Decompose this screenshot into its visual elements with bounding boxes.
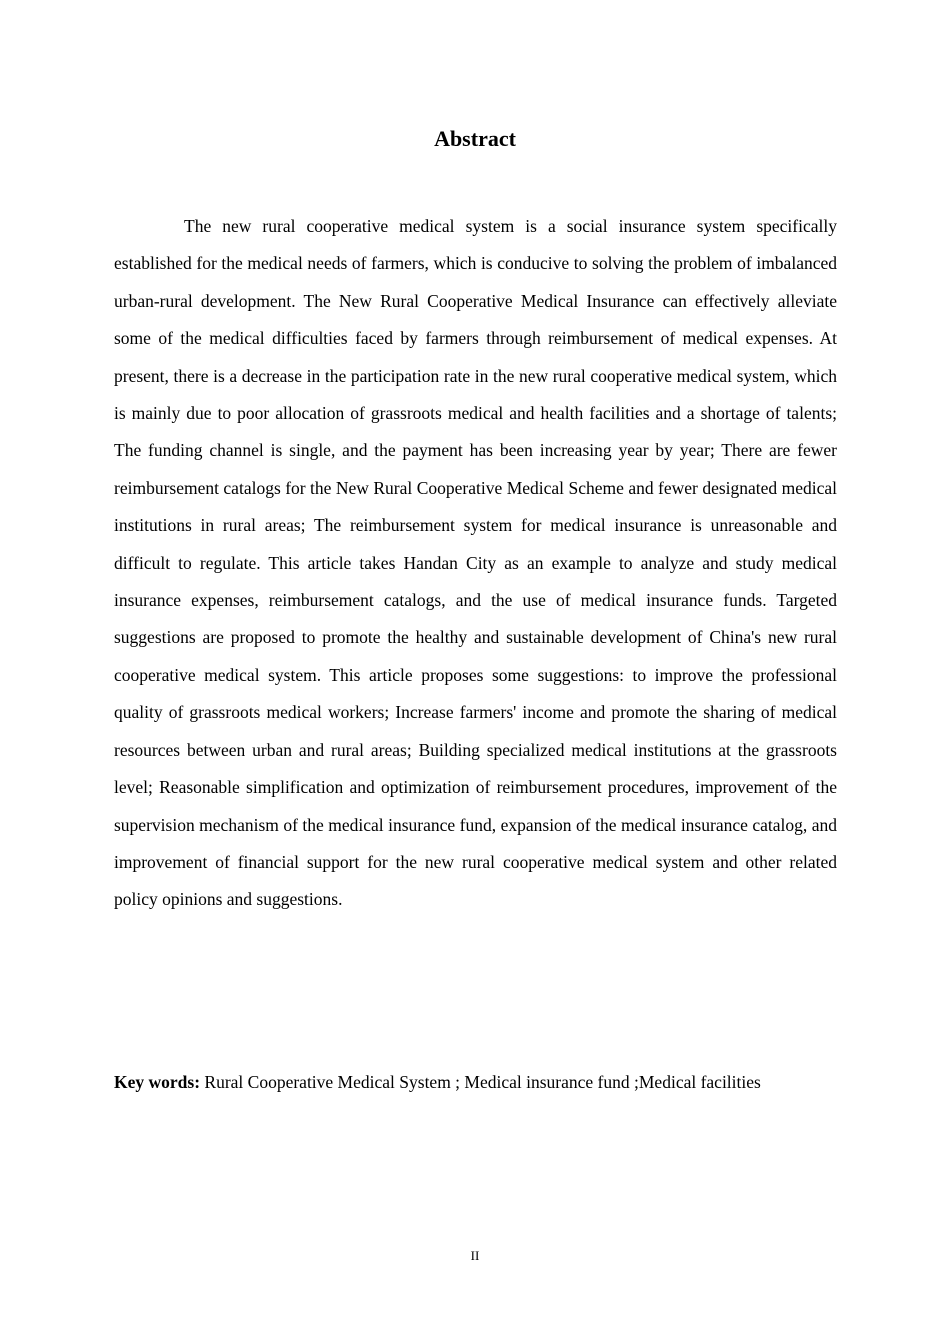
abstract-title: Abstract [434, 126, 516, 151]
page-number: II [470, 1248, 480, 1263]
keywords-label: Key words: [114, 1072, 201, 1092]
abstract-body: The new rural cooperative medical system is a social insurance system specifically established for the medical needs of farmers, which is conducive to solving the problem of imbalanced urban-rural development. The New Rural Cooperative Medical Insurance can effectively alleviate some of the medical difficulties faced by farmers through reimbursement of medical expenses. At present, there is a decrease in the participation rate in the new rural cooperative medical system, which is mainly due to poor allocation of grassroots medical and health facilities and a shortage of talents; The funding channel is single, and the payment has been increasing year by year; There are fewer reimbursement catalogs for the New Rural Cooperative Medical Scheme and fewer designated medical institutions in rural areas; The reimbursement system for medical insurance is unreasonable and difficult to regulate. This article takes Handan City as an example to analyze and study medical insurance expenses, reimbursement catalogs, and the use of medical insurance funds. Targeted suggestions are proposed to promote the healthy and sustainable development of China's new rural cooperative medical system. This article proposes some suggestions: to improve the professional quality of grassroots medical workers; Increase farmers' income and promote the sharing of medical resources between urban and rural areas; Building specialized medical institutions at the grassroots level; Reasonable simplification and optimization of reimbursement procedures, improvement of the supervision mechanism of the medical insurance fund, expansion of the medical insurance catalog, and improvement of financial support for the new rural cooperative medical system and other related policy opinions and suggestions. [114, 216, 837, 910]
keywords-text: Rural Cooperative Medical System ; Medical insurance fund ;Medical facilities [200, 1072, 761, 1092]
keywords-paragraph [114, 1064, 837, 1101]
